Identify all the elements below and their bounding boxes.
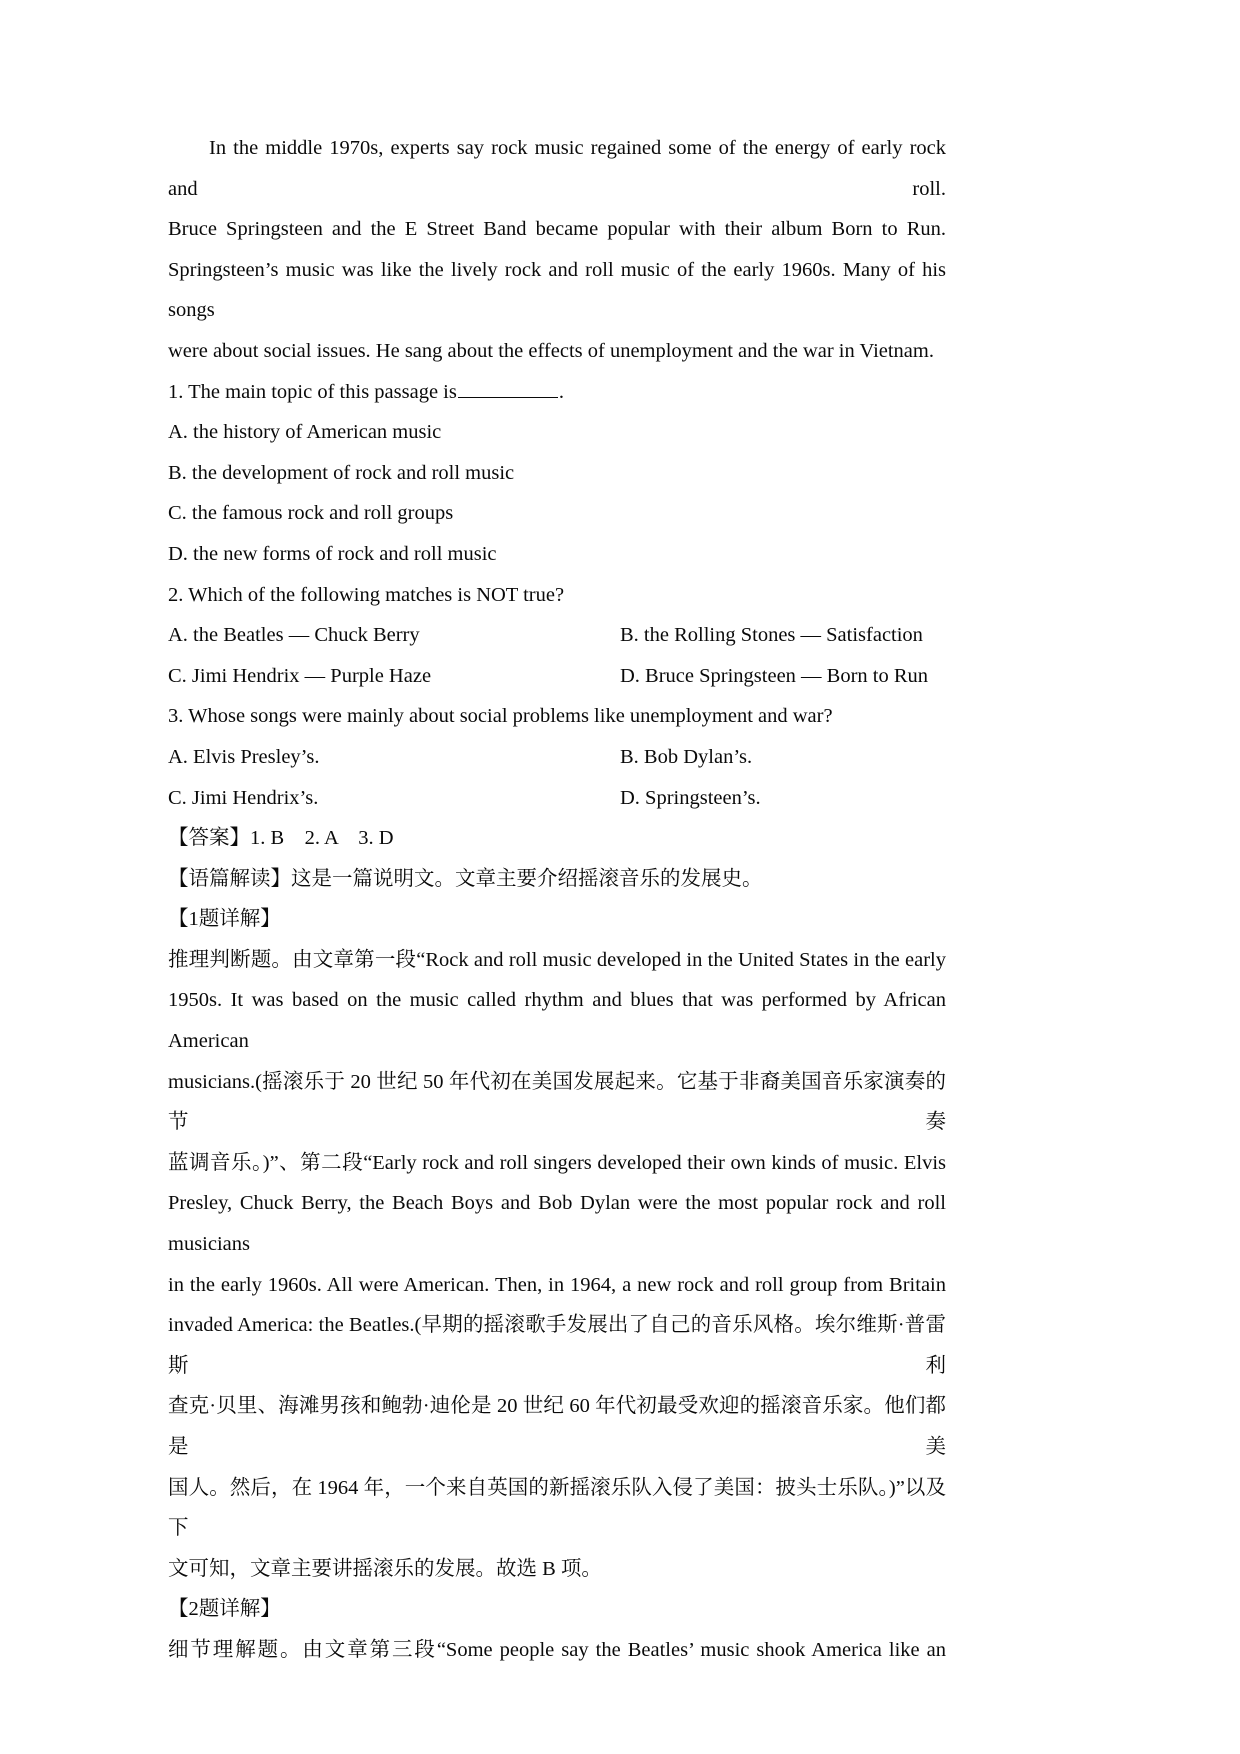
question-3-option-d[interactable]: D. Springsteen’s. [620,786,761,809]
explanation-2-heading: 【2题详解】 [168,1598,281,1621]
answer-key-line: 【答案】1. B 2. A 3. D [168,827,394,850]
question-2-option-row [168,615,946,656]
question-2-option-c[interactable]: C. Jimi Hendrix — Purple Haze [168,664,432,687]
explanation-1-line: 国人。然后，在 1964 年，一个来自英国的新摇滚乐队入侵了美国：披头士乐队。)”以及下 [168,1476,946,1540]
explanation-1-line: in the early 1960s. All were American. Then, in 1964, a new rock and roll group from Britain [168,1273,946,1296]
passage-line: In the middle 1970s, experts say rock music regained some of the energy of early rock and roll. [168,137,946,200]
explanation-1-line: 推理判断题。由文章第一段“Rock and roll music developed in the United States in the early [168,948,946,971]
explanation-1-heading: 【1题详解】 [168,908,281,931]
question-3-option-c[interactable]: C. Jimi Hendrix’s. [168,786,319,809]
explanation-1 [168,899,946,1589]
explanation-1-line: Presley, Chuck Berry, the Beach Boys and Bob Dylan were the most popular rock and roll musicians [168,1192,946,1256]
answer-blank[interactable] [458,377,558,397]
question-2 [168,575,946,697]
question-1-stem [168,372,946,413]
explanation-1-line: musicians.(摇滚乐于 20 世纪 50 年代初在美国发展起来。它基于非裔美国音乐家演奏的节奏 [168,1070,946,1134]
question-1 [168,372,946,575]
explanation-1-line: 文可知，文章主要讲摇滚乐的发展。故选 B 项。 [168,1557,602,1580]
question-2-option-row [168,656,946,697]
explanation-1-line: 查克·贝里、海滩男孩和鲍勃·迪伦是 20 世纪 60 年代初最受欢迎的摇滚音乐家。他们都是美 [168,1395,946,1458]
question-1-option-a[interactable]: A. the history of American music [168,421,442,444]
question-3-option-row [168,737,946,778]
question-3 [168,696,946,818]
explanation-1-line: 蓝调音乐。)”、第二段“Early rock and roll singers developed their own kinds of music. Elvis [168,1151,946,1174]
page-content [168,128,946,1671]
question-1-stem-tail: . [558,380,564,403]
question-3-option-b[interactable]: B. Bob Dylan’s. [620,745,753,768]
question-2-option-d[interactable]: D. Bruce Springsteen — Born to Run [620,664,929,687]
question-1-option-c[interactable]: C. the famous rock and roll groups [168,502,454,525]
question-3-stem: 3. Whose songs were mainly about social problems like unemployment and war? [168,705,833,728]
explanation-2 [168,1589,946,1670]
question-1-option-d[interactable]: D. the new forms of rock and roll music [168,542,497,565]
explanation-1-line: invaded America: the Beatles.(早期的摇滚歌手发展出了自己的音乐风格。埃尔维斯·普雷斯利 [168,1314,946,1377]
passage-line: Springsteen’s music was like the lively rock and roll music of the early 1960s. Many of his songs [168,258,946,322]
question-2-stem: 2. Which of the following matches is NOT true? [168,583,565,606]
explanation-2-line: 细节理解题。由文章第三段“Some people say the Beatles’ music shook America like an [168,1638,946,1661]
question-1-option-b[interactable]: B. the development of rock and roll music [168,461,515,484]
reading-passage [168,128,946,372]
question-2-option-a[interactable]: A. the Beatles — Chuck Berry [168,624,420,647]
question-3-option-row [168,778,946,819]
explanation-1-line: 1950s. It was based on the music called rhythm and blues that was performed by African American [168,989,946,1053]
passage-line: Bruce Springsteen and the E Street Band became popular with their album Born to Run. [168,218,946,241]
passage-line: were about social issues. He sang about the effects of unemployment and the war in Vietnam. [168,339,934,362]
question-1-stem-text: 1. The main topic of this passage is [168,380,457,403]
passage-analysis-line: 【语篇解读】这是一篇说明文。文章主要介绍摇滚音乐的发展史。 [168,867,763,890]
question-2-option-b[interactable]: B. the Rolling Stones — Satisfaction [620,624,923,647]
question-3-option-a[interactable]: A. Elvis Presley’s. [168,745,320,768]
